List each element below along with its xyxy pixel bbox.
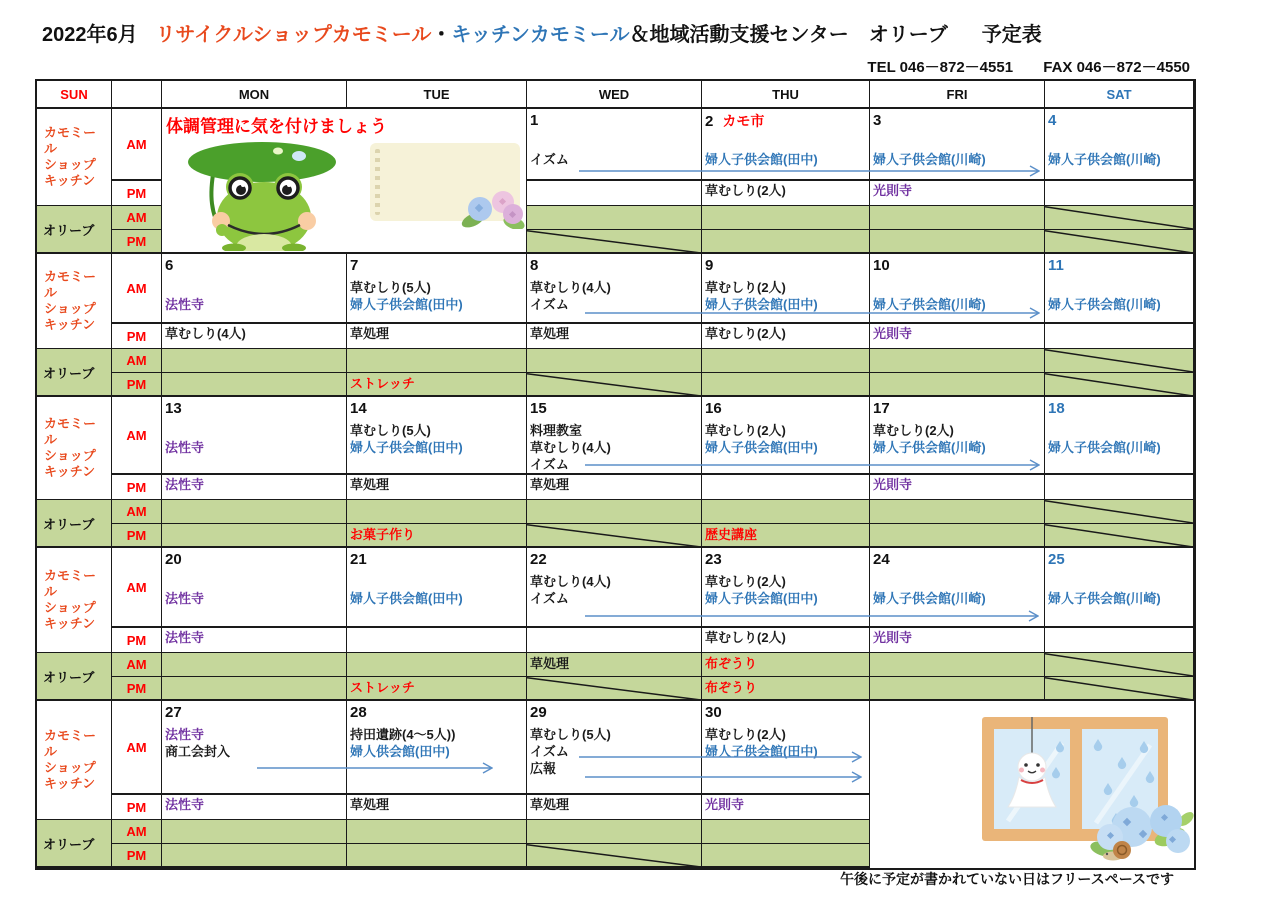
row-label-chamomile: [37, 701, 112, 820]
day-number: 3: [873, 112, 882, 129]
event-text: [1048, 422, 1190, 439]
day-22-pm-cell: [527, 628, 702, 653]
event-text: [1048, 279, 1190, 296]
olive-fri-am-cell: [870, 206, 1045, 230]
row-label-olive: オリーブ: [37, 500, 112, 548]
event-text: 法性寺: [165, 630, 205, 645]
event-text: 草むしり(5人): [350, 423, 431, 438]
page-title: [42, 18, 1042, 47]
event-text: 婦人子供会館(田中): [705, 744, 818, 759]
event-text: 法性寺: [165, 591, 205, 606]
event-text: 婦人子供会館(川崎): [1048, 297, 1161, 312]
teru-teru-bozu-window-icon: [870, 701, 1194, 868]
diagonal-strikethrough: [1045, 500, 1194, 524]
day-number: 25: [1048, 551, 1065, 568]
olive-am-label: AM: [112, 500, 162, 524]
row-label-line: カモミール: [44, 728, 97, 759]
am-label: AM: [112, 109, 162, 181]
olive-mon-pm-cell: [162, 373, 347, 397]
olive-wed-pm-cell: [527, 524, 702, 548]
olive-mon-pm-cell: [162, 844, 347, 868]
day-number: 20: [165, 551, 182, 568]
event-text: 草むしり(2人): [705, 326, 786, 341]
olive-thu-pm-cell: [702, 230, 870, 254]
event-text: 法性寺: [165, 297, 205, 312]
continuation-arrow: [585, 609, 1039, 623]
row-label-line: ショップ: [44, 600, 96, 615]
day-4-pm-cell: [1045, 181, 1194, 206]
continuation-arrow: [585, 458, 1040, 472]
day-27-am-cell: [162, 701, 347, 795]
olive-thu-pm-cell: [702, 677, 870, 701]
olive-thu-am-cell: [702, 653, 870, 677]
day-14-am-cell: [347, 397, 527, 475]
event-text: 婦人子供会館(田中): [705, 297, 818, 312]
event-text: [1048, 134, 1190, 151]
event-text: 婦人子供会館(川崎): [1048, 152, 1161, 167]
day-20-pm-cell: [162, 628, 347, 653]
olive-tue-am-cell: [347, 820, 527, 844]
olive-pm-label: PM: [112, 373, 162, 397]
day-28-pm-cell: [347, 795, 527, 820]
olive-sat-pm-cell: [1045, 230, 1194, 254]
row-label-line: カモミール: [44, 568, 97, 599]
pm-label: PM: [112, 475, 162, 500]
tel-number: TEL 046－872－4551: [867, 59, 1014, 76]
row-label-chamomile: [37, 254, 112, 349]
olive-mon-pm-cell: [162, 677, 347, 701]
day-21-pm-cell: [347, 628, 527, 653]
day-11-pm-cell: [1045, 324, 1194, 349]
day-number: 10: [873, 257, 890, 274]
event-text: 草むしり(2人): [705, 727, 786, 742]
day-13-am-cell: [162, 397, 347, 475]
event-text: 婦人子供会館(田中): [705, 152, 818, 167]
event-text: イズム: [530, 457, 569, 472]
day-6-pm-cell: [162, 324, 347, 349]
event-text: 婦人子供会館(川崎): [873, 297, 986, 312]
day-29-pm-cell: [527, 795, 702, 820]
olive-fri-pm-cell: [870, 677, 1045, 701]
row-label-chamomile: [37, 109, 112, 206]
day-18-pm-cell: [1045, 475, 1194, 500]
olive-am-label: AM: [112, 820, 162, 844]
event-text: 草むしり(2人): [873, 423, 954, 438]
event-text: [350, 573, 523, 590]
event-text: [873, 134, 1041, 151]
day-number: 30: [705, 704, 722, 721]
day-number: 7: [350, 257, 359, 274]
olive-tue-am-cell: [347, 349, 527, 373]
event-text: 草むしり(2人): [705, 280, 786, 295]
event-text: 草むしり(2人): [705, 630, 786, 645]
day-number: 24: [873, 551, 890, 568]
row-label-line: キッチン: [44, 464, 96, 479]
day-13-pm-cell: [162, 475, 347, 500]
row-label-line: カモミール: [44, 269, 97, 300]
day-15-pm-cell: [527, 475, 702, 500]
title-kitchen: キッチンカモミール: [451, 24, 630, 46]
continuation-arrow: [579, 750, 862, 764]
olive-tue-pm-cell: [347, 844, 527, 868]
event-text: [705, 134, 866, 151]
title-olive-center: ＆地域活動支援センター オリーブ: [629, 24, 948, 46]
event-text: 草むしり(4人): [530, 574, 611, 589]
event-text: 草処理: [350, 477, 390, 492]
day-number: 11: [1048, 257, 1064, 274]
diagonal-strikethrough: [1045, 373, 1194, 397]
event-text: 光則寺: [873, 630, 913, 645]
day-number: 15: [530, 400, 547, 417]
day-number: 23: [705, 551, 722, 568]
day-21-am-cell: [347, 548, 527, 628]
event-text: 草むしり(5人): [350, 280, 431, 295]
event-text: 草むしり(2人): [705, 183, 786, 198]
olive-thu-am-cell: [702, 349, 870, 373]
row-label-line: カモミール: [44, 416, 97, 447]
row-label-line: キッチン: [44, 173, 96, 188]
day-number: 21: [350, 551, 367, 568]
diagonal-strikethrough: [1045, 230, 1194, 254]
day-number: 28: [350, 704, 367, 721]
event-text: 布ぞうり: [705, 680, 758, 695]
event-text: 婦人子供会館(川崎): [1048, 591, 1161, 606]
olive-wed-pm-cell: [527, 677, 702, 701]
day-7-pm-cell: [347, 324, 527, 349]
row-label-line: ショップ: [44, 157, 96, 172]
olive-sat-am-cell: [1045, 653, 1194, 677]
olive-sat-am-cell: [1045, 500, 1194, 524]
day-number: 8: [530, 257, 539, 274]
day-14-pm-cell: [347, 475, 527, 500]
olive-tue-am-cell: [347, 653, 527, 677]
olive-wed-am-cell: [527, 653, 702, 677]
day-3-pm-cell: [870, 181, 1045, 206]
event-text: イズム: [530, 152, 569, 167]
event-text: 草むしり(4人): [530, 280, 611, 295]
day-8-pm-cell: [527, 324, 702, 349]
day-number: 9: [705, 257, 714, 274]
row-label-olive: オリーブ: [37, 653, 112, 701]
olive-fri-am-cell: [870, 653, 1045, 677]
event-text: 法性寺: [165, 440, 205, 455]
event-text: 法性寺: [165, 797, 205, 812]
olive-fri-pm-cell: [870, 230, 1045, 254]
memo-pad-binding: [375, 149, 380, 215]
olive-wed-am-cell: [527, 820, 702, 844]
olive-mon-am-cell: [162, 820, 347, 844]
event-text: [165, 279, 343, 296]
continuation-arrow: [257, 761, 493, 775]
diagonal-strikethrough: [1045, 349, 1194, 373]
event-text: ストレッチ: [350, 680, 415, 695]
event-text: 草むしり(2人): [705, 423, 786, 438]
event-text: 草むしり(4人): [530, 440, 611, 455]
event-text: 草処理: [350, 326, 390, 341]
am-label: AM: [112, 701, 162, 795]
rainy-window-illustration: [870, 701, 1194, 868]
diagonal-strikethrough: [1045, 653, 1194, 677]
day-number: 22: [530, 551, 547, 568]
continuation-arrow: [585, 770, 862, 784]
olive-mon-pm-cell: [162, 524, 347, 548]
row-label-line: キッチン: [44, 776, 96, 791]
event-text: 法性寺: [165, 477, 205, 492]
event-text: 光則寺: [705, 797, 745, 812]
diagonal-strikethrough: [527, 844, 702, 868]
event-text: 光則寺: [873, 183, 913, 198]
olive-mon-am-cell: [162, 500, 347, 524]
weekday-header-spacer: [112, 81, 162, 109]
event-text: [165, 573, 343, 590]
olive-am-label: AM: [112, 349, 162, 373]
event-text: 布ぞうり: [705, 656, 758, 671]
event-text: [873, 573, 1041, 590]
day-number: 1: [530, 112, 539, 129]
event-text: 草処理: [530, 477, 570, 492]
olive-tue-am-cell: [347, 500, 527, 524]
title-recycle-shop: リサイクルショップカモミール: [155, 24, 432, 46]
olive-fri-am-cell: [870, 349, 1045, 373]
day-30-pm-cell: [702, 795, 870, 820]
olive-mon-am-cell: [162, 349, 347, 373]
health-reminder-text: 体調管理に気を付けましょう: [166, 117, 387, 136]
event-text: [530, 134, 698, 151]
olive-am-label: AM: [112, 206, 162, 230]
day-number: 13: [165, 400, 182, 417]
day-4-am-cell: [1045, 109, 1194, 181]
am-label: AM: [112, 548, 162, 628]
weekday-header-sun: SUN: [37, 81, 112, 109]
pm-label: PM: [112, 324, 162, 349]
row-label-line: キッチン: [44, 317, 96, 332]
day-number: 16: [705, 400, 722, 417]
event-text: 料理教室: [530, 423, 583, 438]
event-text: 歴史講座: [705, 527, 758, 542]
event-text: 持田遺跡(4～5人)): [350, 727, 456, 742]
event-text: イズム: [530, 744, 569, 759]
event-text: イズム: [530, 591, 569, 606]
event-text: 婦人子供会館(川崎): [873, 591, 986, 606]
olive-pm-label: PM: [112, 677, 162, 701]
diagonal-strikethrough: [527, 230, 702, 254]
day-28-am-cell: [347, 701, 527, 795]
calendar-table: [35, 79, 1196, 870]
event-text: ストレッチ: [350, 376, 415, 391]
olive-am-label: AM: [112, 653, 162, 677]
day-11-am-cell: [1045, 254, 1194, 324]
olive-mon-am-cell: [162, 653, 347, 677]
row-label-line: ショップ: [44, 301, 96, 316]
day-7-am-cell: [347, 254, 527, 324]
event-text: 広報: [530, 761, 557, 776]
event-text: [873, 279, 1041, 296]
row-label-line: ショップ: [44, 760, 96, 775]
day-10-pm-cell: [870, 324, 1045, 349]
olive-tue-pm-cell: [347, 373, 527, 397]
olive-sat-am-cell: [1045, 349, 1194, 373]
event-text: 草処理: [530, 797, 570, 812]
event-text: 婦人子供会館(川崎): [1048, 440, 1161, 455]
title-month: 2022年6月: [42, 24, 138, 46]
day-24-pm-cell: [870, 628, 1045, 653]
hydrangea-icon: [460, 181, 526, 229]
olive-wed-am-cell: [527, 349, 702, 373]
day-number: 2 カモ市: [705, 113, 765, 130]
olive-tue-pm-cell: [347, 524, 527, 548]
olive-sat-am-cell: [1045, 206, 1194, 230]
diagonal-strikethrough: [1045, 206, 1194, 230]
weekday-header-mon: MON: [162, 81, 347, 109]
pm-label: PM: [112, 795, 162, 820]
olive-sat-pm-cell: [1045, 373, 1194, 397]
diagonal-strikethrough: [1045, 677, 1194, 701]
day-number: 27: [165, 704, 182, 721]
event-text: イズム: [530, 297, 569, 312]
olive-sat-pm-cell: [1045, 524, 1194, 548]
weekday-header-thu: THU: [702, 81, 870, 109]
day-27-pm-cell: [162, 795, 347, 820]
weekday-header-tue: TUE: [347, 81, 527, 109]
day-17-pm-cell: [870, 475, 1045, 500]
olive-wed-pm-cell: [527, 373, 702, 397]
day-25-am-cell: [1045, 548, 1194, 628]
event-text: 草むしり(4人): [165, 326, 246, 341]
event-text: 草処理: [530, 656, 570, 671]
diagonal-strikethrough: [527, 677, 702, 701]
olive-wed-am-cell: [527, 206, 702, 230]
olive-thu-pm-cell: [702, 373, 870, 397]
event-text: 商工会封入: [165, 744, 231, 759]
olive-pm-label: PM: [112, 230, 162, 254]
am-label: AM: [112, 254, 162, 324]
day-number: 17: [873, 400, 890, 417]
diagonal-strikethrough: [527, 373, 702, 397]
weekday-header-wed: WED: [527, 81, 702, 109]
pm-label: PM: [112, 181, 162, 206]
event-text: 光則寺: [873, 477, 913, 492]
weekday-header-sat: SAT: [1045, 81, 1194, 109]
day-number: 6: [165, 257, 174, 274]
olive-thu-am-cell: [702, 206, 870, 230]
olive-pm-label: PM: [112, 844, 162, 868]
day-2-pm-cell: [702, 181, 870, 206]
event-text: 草処理: [530, 326, 570, 341]
row-label-chamomile: [37, 548, 112, 653]
diagonal-strikethrough: [1045, 524, 1194, 548]
olive-sat-pm-cell: [1045, 677, 1194, 701]
event-text: 草むしり(2人): [705, 574, 786, 589]
olive-fri-pm-cell: [870, 524, 1045, 548]
olive-thu-am-cell: [702, 500, 870, 524]
day-9-pm-cell: [702, 324, 870, 349]
row-label-line: キッチン: [44, 616, 96, 631]
day-6-am-cell: [162, 254, 347, 324]
event-text: 婦人子供会館(田中): [350, 297, 463, 312]
title-separator: ・: [431, 24, 452, 46]
footer-note: 午後に予定が書かれていない日はフリースペースです: [839, 871, 1174, 887]
olive-fri-pm-cell: [870, 373, 1045, 397]
day-18-am-cell: [1045, 397, 1194, 475]
memo-pad-illustration: [370, 143, 520, 221]
olive-thu-pm-cell: [702, 524, 870, 548]
am-label: AM: [112, 397, 162, 475]
title-schedule-word: 予定表: [981, 24, 1042, 46]
day-23-pm-cell: [702, 628, 870, 653]
event-text: 草むしり(5人): [530, 727, 611, 742]
day-note: カモ市: [722, 113, 765, 129]
event-text: 婦人子供会館(田中): [705, 440, 818, 455]
day-number: 4: [1048, 112, 1057, 129]
week1-banner-area: [162, 109, 527, 254]
day-1-pm-cell: [527, 181, 702, 206]
fax-number: FAX 046－872－4550: [1043, 59, 1190, 76]
weekday-header-fri: FRI: [870, 81, 1045, 109]
event-text: お菓子作り: [350, 527, 416, 542]
event-text: 婦人子供会館(田中): [350, 591, 463, 606]
event-text: [1048, 573, 1190, 590]
frog-illustration: [182, 137, 342, 251]
day-number: 18: [1048, 400, 1065, 417]
row-label-line: カモミール: [44, 125, 97, 156]
row-label-olive: オリーブ: [37, 820, 112, 868]
olive-wed-pm-cell: [527, 844, 702, 868]
event-text: 法性寺: [165, 727, 205, 742]
day-20-am-cell: [162, 548, 347, 628]
diagonal-strikethrough: [527, 524, 702, 548]
olive-wed-am-cell: [527, 500, 702, 524]
event-text: [165, 422, 343, 439]
row-label-olive: オリーブ: [37, 206, 112, 254]
event-text: 草処理: [350, 797, 390, 812]
olive-thu-pm-cell: [702, 844, 870, 868]
day-25-pm-cell: [1045, 628, 1194, 653]
olive-pm-label: PM: [112, 524, 162, 548]
event-text: 婦人子供会館(川崎): [873, 152, 986, 167]
continuation-arrow: [585, 306, 1040, 320]
contact-info: [867, 56, 1190, 77]
olive-tue-pm-cell: [347, 677, 527, 701]
row-label-olive: オリーブ: [37, 349, 112, 397]
event-text: 婦人供会館(田中): [350, 744, 450, 759]
event-text: 婦人子供会館(田中): [350, 440, 463, 455]
row-label-line: ショップ: [44, 448, 96, 463]
continuation-arrow: [579, 164, 1040, 178]
pm-label: PM: [112, 628, 162, 653]
event-text: 光則寺: [873, 326, 913, 341]
row-label-chamomile: [37, 397, 112, 500]
olive-wed-pm-cell: [527, 230, 702, 254]
event-text: 婦人子供会館(田中): [705, 591, 818, 606]
olive-fri-am-cell: [870, 500, 1045, 524]
event-text: 婦人子供会館(川崎): [873, 440, 986, 455]
day-number: 29: [530, 704, 547, 721]
olive-thu-am-cell: [702, 820, 870, 844]
day-16-pm-cell: [702, 475, 870, 500]
day-number: 14: [350, 400, 367, 417]
